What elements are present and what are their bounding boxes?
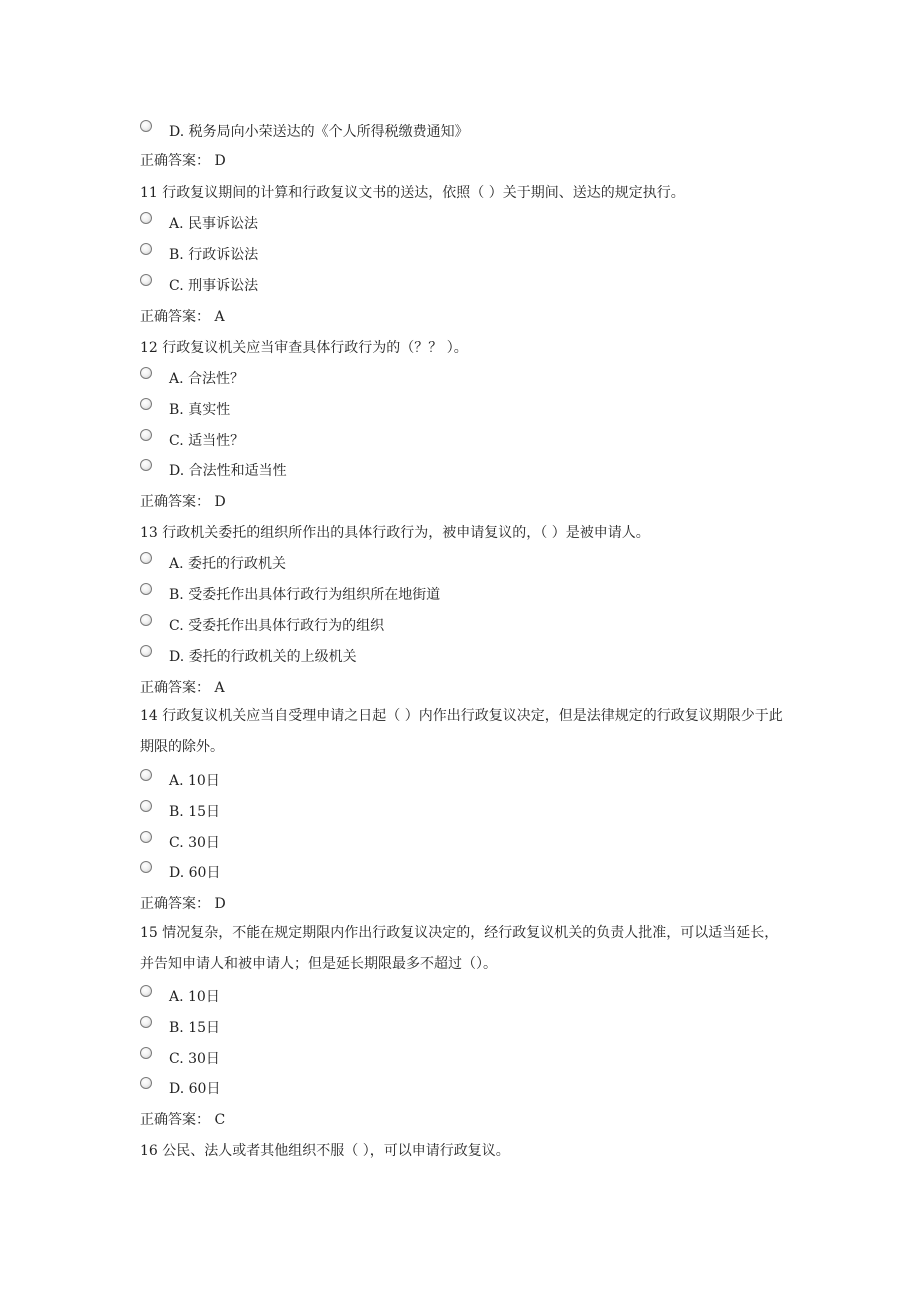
radio-button[interactable]	[140, 583, 152, 595]
radio-button[interactable]	[140, 459, 152, 471]
option-label: A. 10日	[169, 773, 220, 789]
radio-button[interactable]	[140, 614, 152, 626]
radio-button[interactable]	[140, 367, 152, 379]
option-label: D. 合法性和适当性	[169, 463, 287, 479]
option-label: C. 适当性？	[169, 433, 245, 449]
radio-button[interactable]	[140, 985, 152, 997]
question-text: 12 行政复议机关应当审查具体行政行为的（？？ ）。	[140, 340, 468, 356]
correct-answer: 正确答案： D	[140, 896, 226, 912]
option-label: A. 合法性？	[169, 371, 245, 387]
question-text: 16 公民、法人或者其他组织不服（ ），可以申请行政复议。	[140, 1143, 510, 1159]
radio-button[interactable]	[140, 243, 152, 255]
option-label: D. 60日	[169, 865, 221, 881]
question-text: 15 情况复杂，不能在规定期限内作出行政复议决定的，经行政复议机关的负责人批准，可以适当延长，并告知申请人和被申请人；但是延长期限最多不超过（）。	[140, 925, 779, 972]
radio-button[interactable]	[140, 1047, 152, 1059]
question-text: 13 行政机关委托的组织所作出的具体行政行为，被申请复议的，（ ）是被申请人。	[140, 525, 650, 541]
option-label: B. 受委托作出具体行政行为组织所在地街道	[169, 587, 441, 603]
radio-button[interactable]	[140, 274, 152, 286]
option-label: C. 刑事诉讼法	[169, 278, 259, 294]
option-label: B. 真实性	[169, 402, 231, 418]
radio-button[interactable]	[140, 552, 152, 564]
option-label: A. 民事诉讼法	[169, 216, 259, 232]
radio-button[interactable]	[140, 769, 152, 781]
question-text: 11 行政复议期间的计算和行政复议文书的送达，依照（ ）关于期间、送达的规定执行。	[140, 185, 685, 201]
correct-answer: 正确答案： C	[140, 1112, 226, 1128]
option-label: A. 委托的行政机关	[169, 556, 287, 572]
option-label: B. 行政诉讼法	[169, 247, 259, 263]
radio-button[interactable]	[140, 1016, 152, 1028]
radio-button[interactable]	[140, 800, 152, 812]
correct-answer: 正确答案： D	[140, 494, 226, 510]
radio-button[interactable]	[140, 398, 152, 410]
option-label: A. 10日	[169, 989, 220, 1005]
radio-button[interactable]	[140, 120, 152, 132]
radio-button[interactable]	[140, 861, 152, 873]
option-label: C. 受委托作出具体行政行为的组织	[169, 618, 385, 634]
option-label: B. 15日	[169, 1020, 221, 1036]
correct-answer: 正确答案： A	[140, 309, 225, 325]
option-label: D. 税务局向小荣送达的《个人所得税缴费通知》	[169, 124, 469, 140]
radio-button[interactable]	[140, 429, 152, 441]
option-label: C. 30日	[169, 835, 220, 851]
radio-button[interactable]	[140, 645, 152, 657]
correct-answer: 正确答案： D	[140, 153, 226, 169]
radio-button[interactable]	[140, 212, 152, 224]
radio-button[interactable]	[140, 1077, 152, 1089]
correct-answer: 正确答案： A	[140, 680, 225, 696]
option-label: D. 60日	[169, 1081, 221, 1097]
question-text: 14 行政复议机关应当自受理申请之日起（ ）内作出行政复议决定，但是法律规定的行政复议期限少于此期限的除外。	[140, 708, 783, 755]
option-label: D. 委托的行政机关的上级机关	[169, 649, 357, 665]
option-label: C. 30日	[169, 1051, 220, 1067]
radio-button[interactable]	[140, 831, 152, 843]
option-label: B. 15日	[169, 804, 221, 820]
